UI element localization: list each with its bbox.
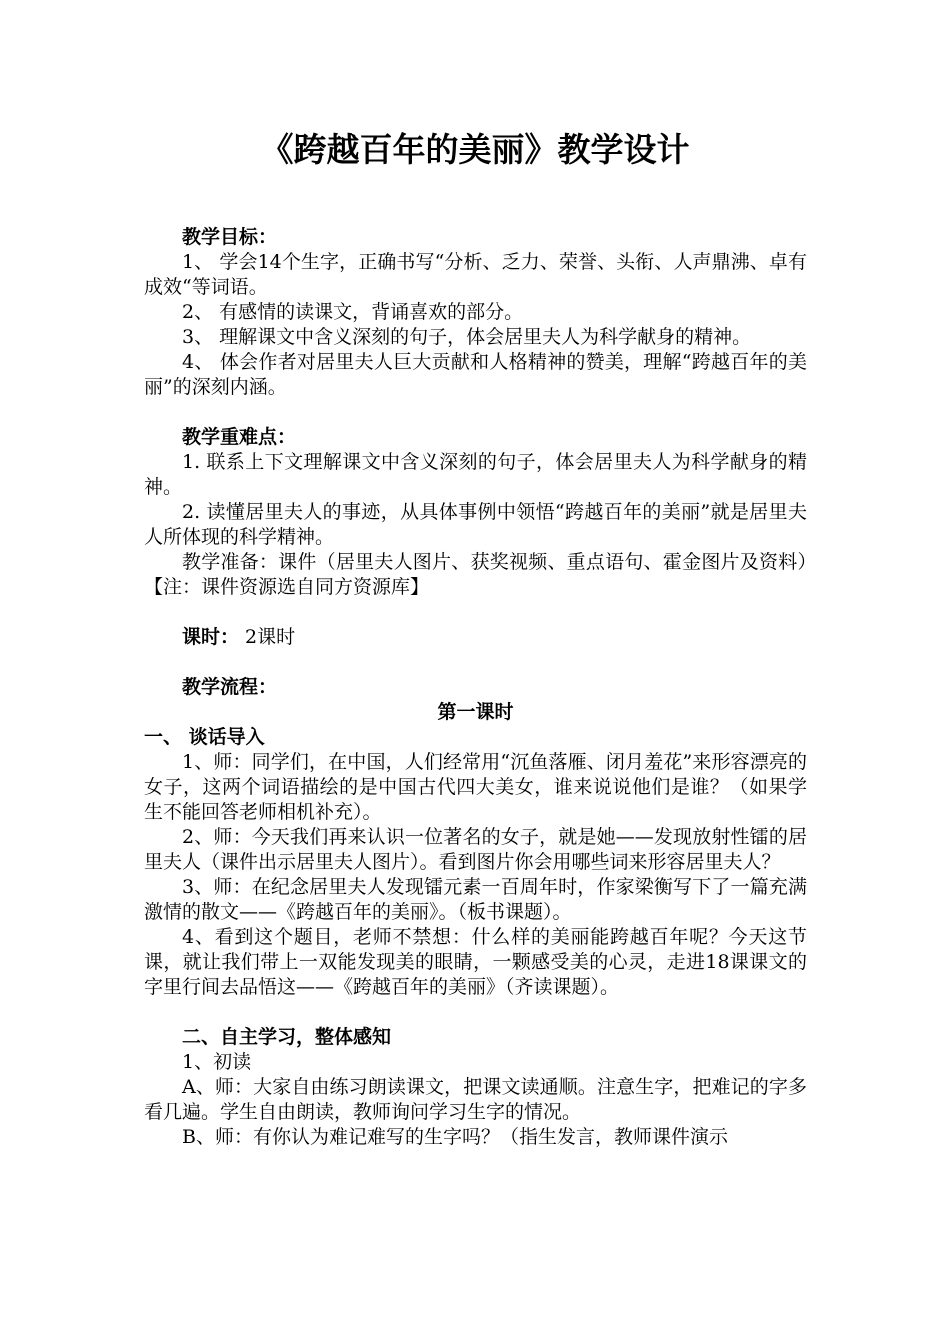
section-2-paragraph: B、师：有你认为难记难写的生字吗？（指生发言，教师课件演示: [182, 1126, 728, 1148]
goal-item: 2、 有感情的读课文，背诵喜欢的部分。: [182, 301, 524, 323]
teaching-preparation: 教学准备：课件（居里夫人图片、获奖视频、重点语句、霍金图片及资料）【注：课件资源选自同方资源库】: [144, 551, 807, 598]
section-1-paragraph: 1、师：同学们，在中国，人们经常用“沉鱼落雁、闭月羞花”来形容漂亮的女子，这两个词语描绘的是中国古代四大美女，谁来说说他们是谁？（如果学生不能回答老师相机补充）。: [144, 751, 807, 823]
lesson-title: 第一课时: [437, 701, 514, 723]
goal-item: 4、 体会作者对居里夫人巨大贡献和人格精神的赞美，理解“跨越百年的美丽”的深刻内涵。: [144, 351, 807, 398]
section-2-paragraph: A、师：大家自由练习朗读课文，把课文读通顺。注意生字，把难记的字多看几遍。学生自由朗读，教师询问学习生字的情况。: [144, 1076, 807, 1123]
section-1-paragraph: 4、看到这个题目，老师不禁想：什么样的美丽能跨越百年呢？今天这节课，就让我们带上一双能发现美的眼睛，一颗感受美的心灵，走进18课课文的字里行间去品悟这——《跨越百年的美丽》（齐读课题）。: [144, 926, 807, 998]
key-points-heading: 教学重难点：: [182, 426, 297, 448]
class-hours-label: 课时：: [182, 626, 240, 648]
document-body: [144, 225, 807, 1150]
section-2-paragraph: 1、初读: [182, 1051, 252, 1073]
section-1-paragraph: 2、师：今天我们再来认识一位著名的女子，就是她——发现放射性镭的居里夫人（课件出示居里夫人图片）。看到图片你会用哪些词来形容居里夫人？: [144, 826, 807, 873]
spacer: [144, 600, 807, 625]
section-1-heading: 一、 谈话导入: [144, 726, 265, 748]
section-2-heading: 二、自主学习，整体感知: [182, 1026, 392, 1048]
spacer: [144, 1000, 807, 1025]
spacer: [144, 400, 807, 425]
spacer: [144, 650, 807, 675]
key-point-item: 1. 联系上下文理解课文中含义深刻的句子，体会居里夫人为科学献身的精神。: [144, 451, 807, 498]
goal-item: 1、 学会14个生字，正确书写“分析、乏力、荣誉、头衔、人声鼎沸、卓有成效“等词语。: [144, 251, 807, 298]
flow-heading: 教学流程：: [182, 676, 278, 698]
document-title: 《跨越百年的美丽》教学设计: [260, 130, 690, 169]
class-hours-line: [144, 625, 807, 650]
goal-item: 3、 理解课文中含义深刻的句子，体会居里夫人为科学献身的精神。: [182, 326, 752, 348]
class-hours-value: 2课时: [239, 626, 296, 648]
goals-heading: 教学目标：: [182, 226, 278, 248]
section-1-paragraph: 3、师：在纪念居里夫人发现镭元素一百周年时，作家梁衡写下了一篇充满激情的散文——《跨越百年的美丽》。（板书课题）。: [144, 876, 807, 923]
key-point-item: 2. 读懂居里夫人的事迹，从具体事例中领悟“跨越百年的美丽”就是居里夫人所体现的科学精神。: [144, 501, 807, 548]
